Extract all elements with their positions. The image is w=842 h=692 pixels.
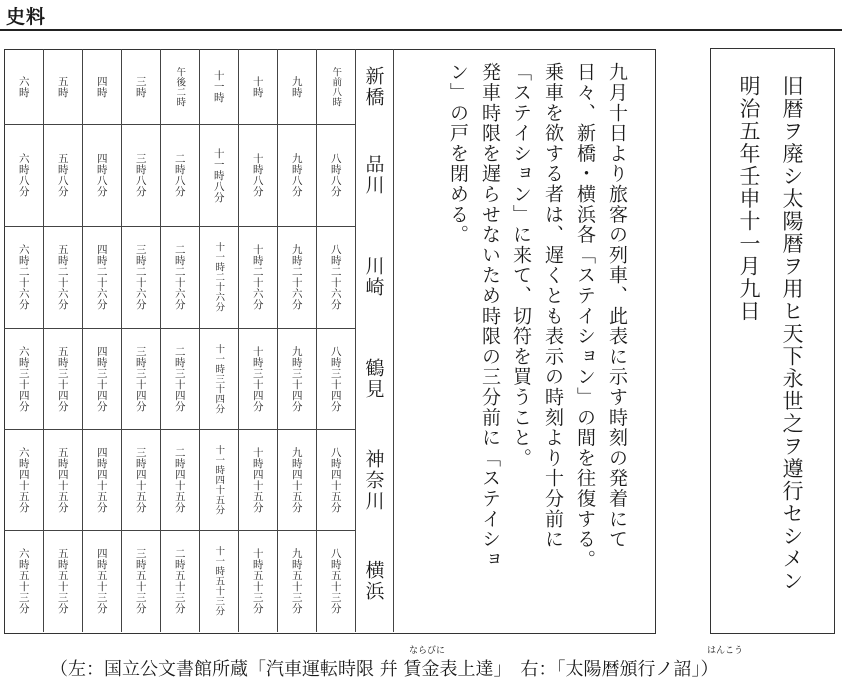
time-cell: 十時	[251, 75, 264, 98]
time-cell: 六時二十六分	[17, 244, 30, 310]
time-cell: 八時二十六分	[329, 244, 342, 310]
time-cell: 十時五十三分	[251, 548, 264, 614]
time-cell: 十時八分	[251, 153, 264, 197]
time-cell: 五時八分	[56, 153, 69, 197]
time-cell: 午前八時	[330, 66, 342, 107]
time-cell: 九時五十三分	[290, 548, 303, 614]
time-cell: 八時五十三分	[329, 548, 342, 614]
time-cell: 四時二十六分	[95, 244, 108, 310]
time-cell: 二時二十六分	[173, 244, 186, 310]
time-cell: 五時二十六分	[56, 244, 69, 310]
time-cell: 八時三十四分	[329, 346, 342, 412]
time-cell: 四時三十四分	[95, 346, 108, 412]
notice-line: 「ステイション」に来て、切符を買うこと。	[510, 62, 532, 468]
train-column	[316, 49, 355, 632]
time-cell: 六時三十四分	[17, 346, 30, 412]
time-cell: 四時四十五分	[95, 447, 108, 513]
notice-line: 九月十日より旅客の列車、此表に示す時刻の発着にて	[606, 62, 628, 550]
edict-line: 旧暦ヲ廃シ太陽暦ヲ用ヒ天下永世之ヲ遵行セシメン	[780, 75, 804, 593]
header-divider	[0, 29, 842, 31]
station-name: 新橋	[362, 65, 385, 108]
train-column	[160, 49, 199, 632]
time-cell: 三時三十四分	[134, 346, 147, 412]
time-cell: 二時三十四分	[173, 346, 186, 412]
time-cell: 十一時五十三分	[213, 546, 225, 616]
time-cell: 十一時二十六分	[213, 242, 225, 312]
time-cell: 五時五十三分	[56, 548, 69, 614]
train-column	[238, 49, 277, 632]
ruby-hankou: はんこう	[707, 646, 744, 656]
station-name: 品川	[362, 154, 385, 196]
train-column	[4, 49, 43, 632]
station-name: 鶴見	[362, 358, 385, 400]
time-cell: 四時五十三分	[95, 548, 108, 614]
edict-box	[710, 48, 835, 634]
time-cell: 八時四十五分	[329, 447, 342, 513]
time-cell: 六時八分	[17, 153, 30, 197]
station-name: 神奈川	[362, 448, 385, 512]
time-cell: 二時五十三分	[173, 548, 186, 614]
time-cell: 四時八分	[95, 153, 108, 197]
ruby-narabini: ならびに	[409, 646, 446, 656]
time-cell: 三時八分	[134, 153, 147, 197]
station-column	[355, 49, 393, 632]
time-cell: 十一時四十五分	[213, 445, 225, 515]
timetable-right-border	[393, 49, 394, 632]
time-cell: 十時二十六分	[251, 244, 264, 310]
time-cell: 午後二時	[174, 66, 186, 107]
source-caption: （左：国立公文書館所蔵「汽車運転時限 幷 賃金表上達」 右：「太陽暦頒行ノ詔」）	[50, 659, 719, 680]
train-column	[43, 49, 82, 632]
time-cell: 六時四十五分	[17, 447, 30, 513]
notice-line: ン」の戸を閉める。	[447, 62, 469, 245]
time-cell: 六時	[17, 75, 30, 98]
time-cell: 三時五十三分	[134, 548, 147, 614]
notice-line: 乗車を欲する者は、遅くとも表示の時刻より十分前に	[542, 62, 564, 550]
section-title: 史料	[6, 6, 47, 28]
train-column	[121, 49, 160, 632]
time-cell: 六時五十三分	[17, 548, 30, 614]
time-cell: 三時四十五分	[134, 447, 147, 513]
notice-text	[400, 62, 650, 622]
time-cell: 十一時	[212, 70, 225, 103]
time-cell: 五時	[56, 75, 69, 98]
time-cell: 九時八分	[290, 153, 303, 197]
time-cell: 九時二十六分	[290, 244, 303, 310]
time-cell: 五時三十四分	[56, 346, 69, 412]
time-cell: 四時	[95, 75, 108, 98]
time-cell: 五時四十五分	[56, 447, 69, 513]
train-column	[199, 49, 238, 632]
train-column	[82, 49, 121, 632]
station-name: 川崎	[362, 256, 385, 298]
time-cell: 三時二十六分	[134, 244, 147, 310]
time-cell: 三時	[134, 75, 147, 98]
time-cell: 十一時八分	[212, 147, 225, 203]
notice-line: 発車時限を遅らせないため時限の三分前に「ステイショ	[479, 62, 501, 570]
time-cell: 十時三十四分	[251, 346, 264, 412]
time-cell: 十時四十五分	[251, 447, 264, 513]
station-name: 横浜	[362, 560, 385, 602]
timetable	[4, 49, 394, 632]
time-cell: 二時四十五分	[173, 447, 186, 513]
time-cell: 九時	[290, 75, 303, 98]
train-column	[277, 49, 316, 632]
time-cell: 九時四十五分	[290, 447, 303, 513]
time-cell: 九時三十四分	[290, 346, 303, 412]
notice-line: 日々、新橋・横浜各「ステイション」の間を往復する。	[574, 62, 596, 570]
time-cell: 十一時三十四分	[213, 344, 225, 414]
edict-line: 明治五年壬申十一月九日	[737, 75, 761, 323]
time-cell: 二時八分	[173, 153, 186, 197]
time-cell: 八時八分	[329, 153, 342, 197]
